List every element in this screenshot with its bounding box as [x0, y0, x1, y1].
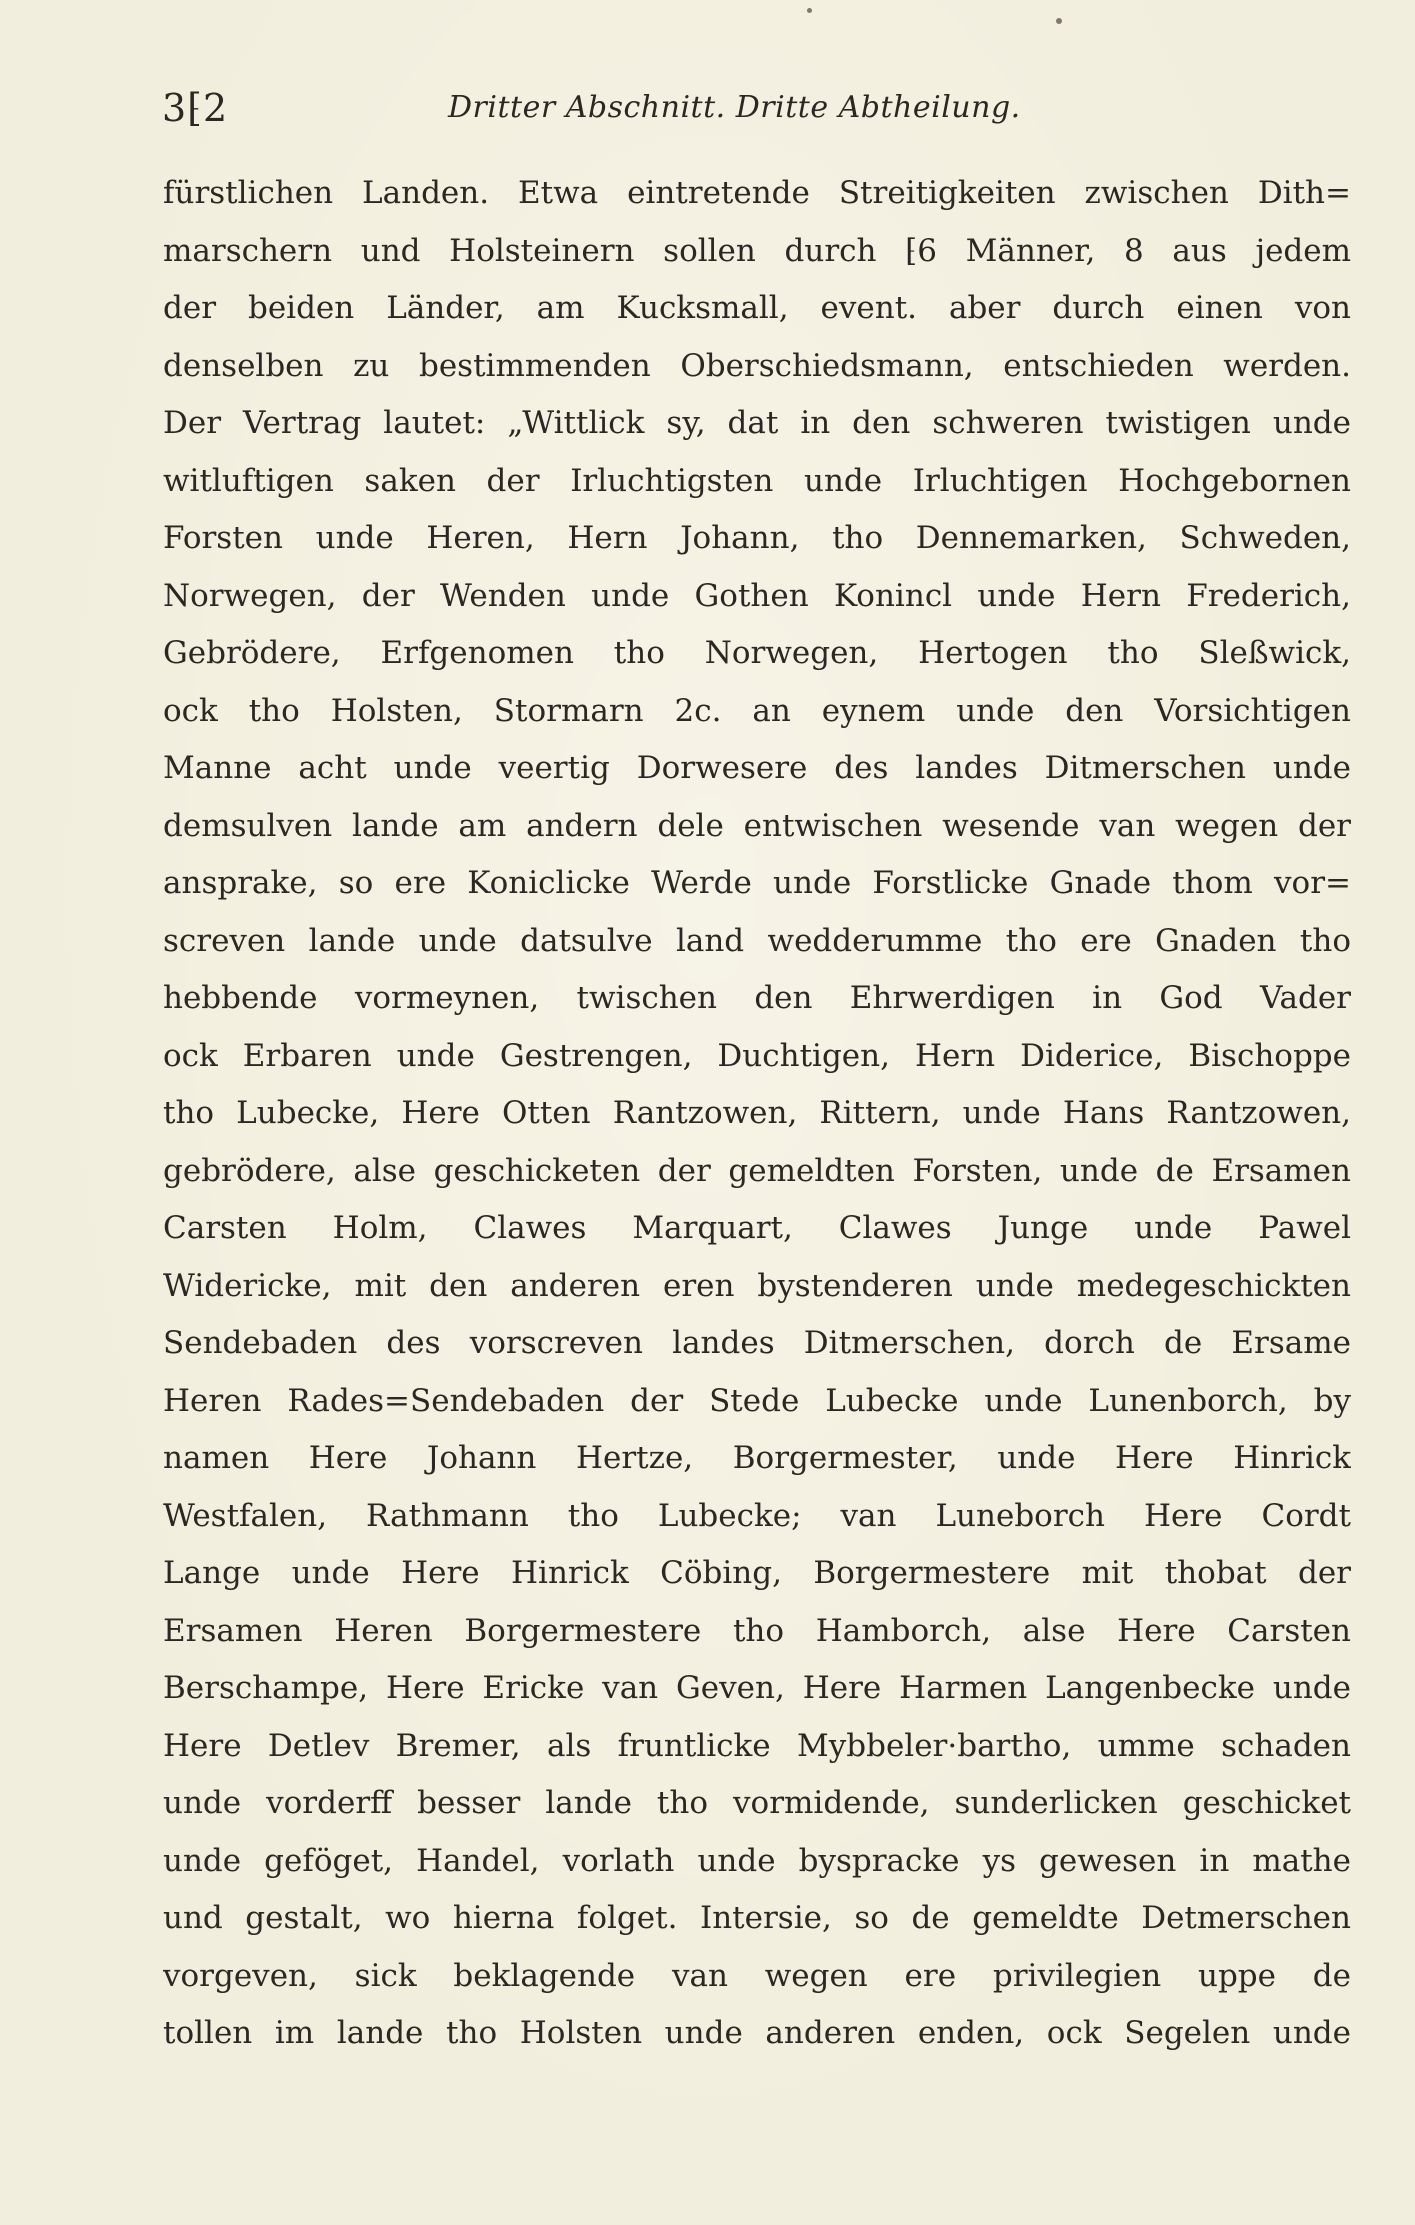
text-line: Sendebaden des vorscreven landes Ditmerschen, dorch de Ersame: [163, 1325, 1351, 1361]
text-line: fürstlichen Landen. Etwa eintretende Streitigkeiten zwischen Dith=: [163, 175, 1351, 211]
text-line: demsulven lande am andern dele entwischen wesende van wegen der: [163, 807, 1351, 844]
text-line: Manne acht unde veertig Dorwesere des landes Ditmerschen unde: [163, 750, 1351, 786]
text-line: tollen im lande tho Holsten unde anderen enden, ock Segelen unde: [163, 2015, 1351, 2051]
text-line: tho Lubecke, Here Otten Rantzowen, Rittern, unde Hans Rantzowen,: [163, 1095, 1351, 1131]
text-line: Lange unde Here Hinrick Cöbing, Borgermestere mit thobat der: [163, 1555, 1351, 1591]
text-line: gebrödere, alse geschicketen der gemeldten Forsten, unde de Ersamen: [163, 1152, 1351, 1189]
text-line: Widericke, mit den anderen eren bystenderen unde medegeschickten: [163, 1267, 1351, 1304]
text-line: Gebrödere, Erfgenomen tho Norwegen, Hertogen tho Sleßwick,: [163, 635, 1351, 671]
text-line: ansprake, so ere Koniclicke Werde unde Forstlicke Gnade thom vor=: [163, 865, 1351, 901]
text-line: und gestalt, wo hierna folget. Intersie, so de gemeldte Detmerschen: [163, 1900, 1351, 1936]
text-line: Norwegen, der Wenden unde Gothen Konincl unde Hern Frederich,: [163, 577, 1351, 614]
text-line: unde geföget, Handel, vorlath unde byspracke ys gewesen in mathe: [163, 1842, 1351, 1879]
text-line: vorgeven, sick beklagende van wegen ere privilegien uppe de: [163, 1957, 1351, 1994]
page-number: 3⁅2: [162, 86, 229, 130]
running-head: Dritter Abschnitt. Dritte Abtheilung.: [448, 90, 1021, 125]
ink-speck-mark: [1056, 18, 1062, 24]
text-line: der beiden Länder, am Kucksmall, event. aber durch einen von: [163, 290, 1351, 326]
text-line: denselben zu bestimmenden Oberschiedsmann, entschieden werden.: [163, 347, 1351, 384]
page-header: [162, 78, 1362, 138]
text-line: ock Erbaren unde Gestrengen, Duchtigen, Hern Diderice, Bischoppe: [163, 1037, 1351, 1074]
text-line: hebbende vormeynen, twischen den Ehrwerdigen in God Vader: [163, 980, 1351, 1016]
text-line: witluftigen saken der Irluchtigsten unde Irluchtigen Hochgebornen: [163, 462, 1351, 499]
text-line: Forsten unde Heren, Hern Johann, tho Dennemarken, Schweden,: [163, 520, 1351, 556]
text-line: screven lande unde datsulve land wedderumme tho ere Gnaden tho: [163, 922, 1351, 959]
text-line: unde vorderff besser lande tho vormidende, sunderlicken geschicket: [163, 1785, 1351, 1821]
text-line: Carsten Holm, Clawes Marquart, Clawes Junge unde Pawel: [163, 1210, 1351, 1246]
body-text: [163, 165, 1351, 2063]
text-line: Westfalen, Rathmann tho Lubecke; van Luneborch Here Cordt: [163, 1497, 1351, 1534]
text-line: marschern und Holsteinern sollen durch ⁅6 Männer, 8 aus jedem: [163, 232, 1351, 269]
text-line: ock tho Holsten, Stormarn 2c. an eynem unde den Vorsichtigen: [163, 692, 1351, 729]
text-line: namen Here Johann Hertze, Borgermester, unde Here Hinrick: [163, 1440, 1351, 1476]
text-line: Ersamen Heren Borgermestere tho Hamborch, alse Here Carsten: [163, 1612, 1351, 1649]
text-line: Here Detlev Bremer, als fruntlicke Mybbeler·bartho, umme schaden: [163, 1727, 1351, 1764]
text-line: Der Vertrag lautet: „Wittlick sy, dat in den schweren twistigen unde: [163, 405, 1351, 441]
text-line: Berschampe, Here Ericke van Geven, Here Harmen Langenbecke unde: [163, 1670, 1351, 1706]
ink-speck-mark: [807, 8, 812, 13]
text-line: Heren Rades=Sendebaden der Stede Lubecke unde Lunenborch, by: [163, 1382, 1351, 1419]
